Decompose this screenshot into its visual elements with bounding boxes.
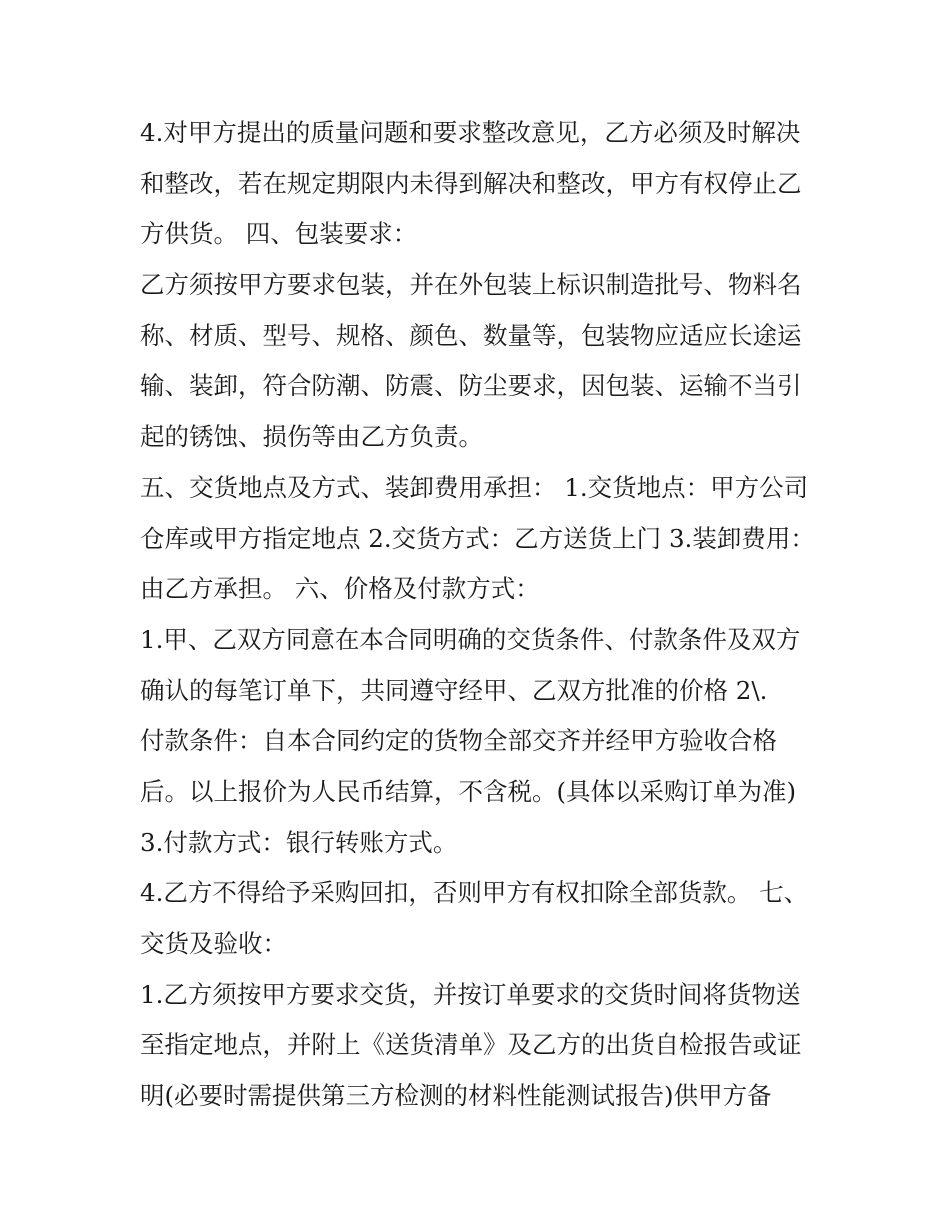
text-line: 由乙方承担。 六、价格及付款方式：	[140, 574, 540, 604]
text-line: 和整改，若在规定期限内未得到解决和整改，甲方有权停止乙	[140, 168, 802, 198]
document-body	[140, 108, 820, 1122]
text-line: 仓库或甲方指定地点 2.交货方式：乙方送货上门 3.装卸费用：	[140, 523, 815, 553]
text-line: 后。以上报价为人民币结算，不含税。(具体以采购订单为准)	[140, 776, 797, 806]
text-line: 起的锈蚀、损伤等由乙方负责。	[140, 422, 483, 452]
text-line: 五、交货地点及方式、装卸费用承担： 1.交货地点：甲方公司	[140, 472, 809, 502]
text-line: 3.付款方式：银行转账方式。	[140, 827, 458, 857]
paragraph-delivery-location	[140, 463, 820, 615]
text-line: 输、装卸，符合防潮、防震、防尘要求，因包装、运输不当引	[140, 371, 802, 401]
text-line: 1.甲、乙双方同意在本合同明确的交货条件、付款条件及双方	[140, 624, 801, 654]
paragraph-delivery-acceptance	[140, 970, 820, 1122]
paragraph-packaging-requirements	[140, 260, 820, 463]
text-line: 4.乙方不得给予采购回扣，否则甲方有权扣除全部货款。 七、	[140, 878, 809, 908]
text-line: 交货及验收：	[140, 929, 287, 958]
paragraph-no-kickback	[140, 868, 820, 969]
text-line: 至指定地点，并附上《送货清单》及乙方的出货自检报告或证	[140, 1030, 802, 1060]
text-line: 确认的每笔订单下，共同遵守经甲、乙双方批准的价格 2\.	[140, 675, 768, 705]
text-line: 称、材质、型号、规格、颜色、数量等，包装物应适应长途运	[140, 320, 802, 350]
paragraph-quality-rectification	[140, 108, 820, 260]
text-line: 明(必要时需提供第三方检测的材料性能测试报告)供甲方备	[140, 1081, 772, 1111]
text-line: 乙方须按甲方要求包装，并在外包装上标识制造批号、物料名	[140, 270, 802, 300]
paragraph-price-payment	[140, 615, 820, 868]
text-line: 付款条件：自本合同约定的货物全部交齐并经甲方验收合格	[140, 726, 777, 756]
text-line: 方供货。 四、包装要求：	[140, 219, 418, 249]
text-line: 1.乙方须按甲方要求交货，并按订单要求的交货时间将货物送	[140, 979, 801, 1009]
text-line: 4.对甲方提出的质量问题和要求整改意见，乙方必须及时解决	[140, 118, 801, 147]
